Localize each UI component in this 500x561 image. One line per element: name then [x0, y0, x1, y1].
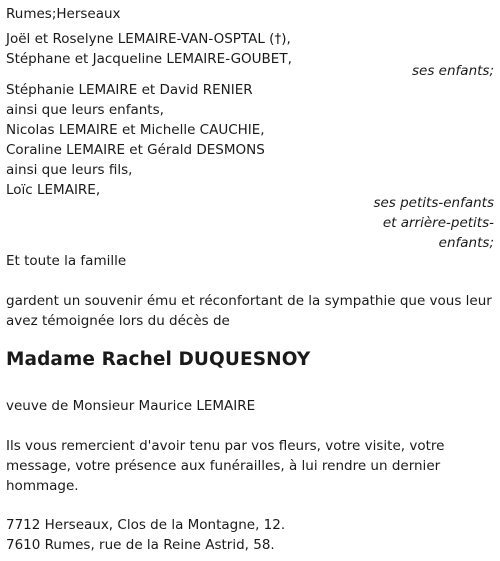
place-line: Rumes;Herseaux [6, 6, 121, 22]
grandchildren-role-line: enfants; [438, 235, 494, 251]
grandchildren-line: Stéphanie LEMAIRE et David RENIER [6, 82, 253, 98]
grandchildren-line: Nicolas LEMAIRE et Michelle CAUCHIE, [6, 122, 265, 138]
address-line: 7712 Herseaux, Clos de la Montagne, 12. [6, 517, 286, 533]
gratitude-line: avez témoignée lors du décès de [6, 313, 230, 329]
thanks-line: message, votre présence aux funérailles, à lui rendre un dernier [6, 458, 441, 474]
address-line: 7610 Rumes, rue de la Reine Astrid, 58. [6, 537, 275, 553]
grandchildren-line: Loïc LEMAIRE, [6, 182, 101, 198]
grandchildren-role [373, 193, 494, 253]
children-line: Joël et Roselyne LEMAIRE-VAN-OSPTAL (†), [6, 31, 291, 47]
grandchildren-line: ainsi que leurs enfants, [6, 102, 164, 118]
addresses-block [6, 515, 494, 555]
family-line: Et toute la famille [6, 253, 127, 269]
gratitude-line: gardent un souvenir ému et réconfortant de la sympathie que vous leur [6, 293, 492, 309]
deceased-name: Madame Rachel DUQUESNOY [6, 349, 311, 370]
gratitude-paragraph [6, 291, 494, 331]
spouse-block [6, 396, 494, 416]
children-line: Stéphane et Jacqueline LEMAIRE-GOUBET, [6, 51, 292, 67]
grandchildren-role-line: et arrière-petits- [382, 215, 494, 231]
header-place [6, 4, 494, 24]
thanks-paragraph [6, 436, 494, 496]
children-role: ses enfants; [412, 63, 494, 79]
family-line-block [6, 251, 494, 271]
grandchildren-role-line: ses petits-enfants [373, 195, 494, 211]
thanks-line: hommage. [6, 478, 79, 494]
grandchildren-line: ainsi que leurs fils, [6, 162, 133, 178]
grandchildren-list [6, 80, 494, 200]
thanks-line: Ils vous remercient d'avoir tenu par vos fleurs, votre visite, votre [6, 438, 445, 454]
grandchildren-line: Coraline LEMAIRE et Gérald DESMONS [6, 142, 265, 158]
spouse-line: veuve de Monsieur Maurice LEMAIRE [6, 398, 256, 414]
